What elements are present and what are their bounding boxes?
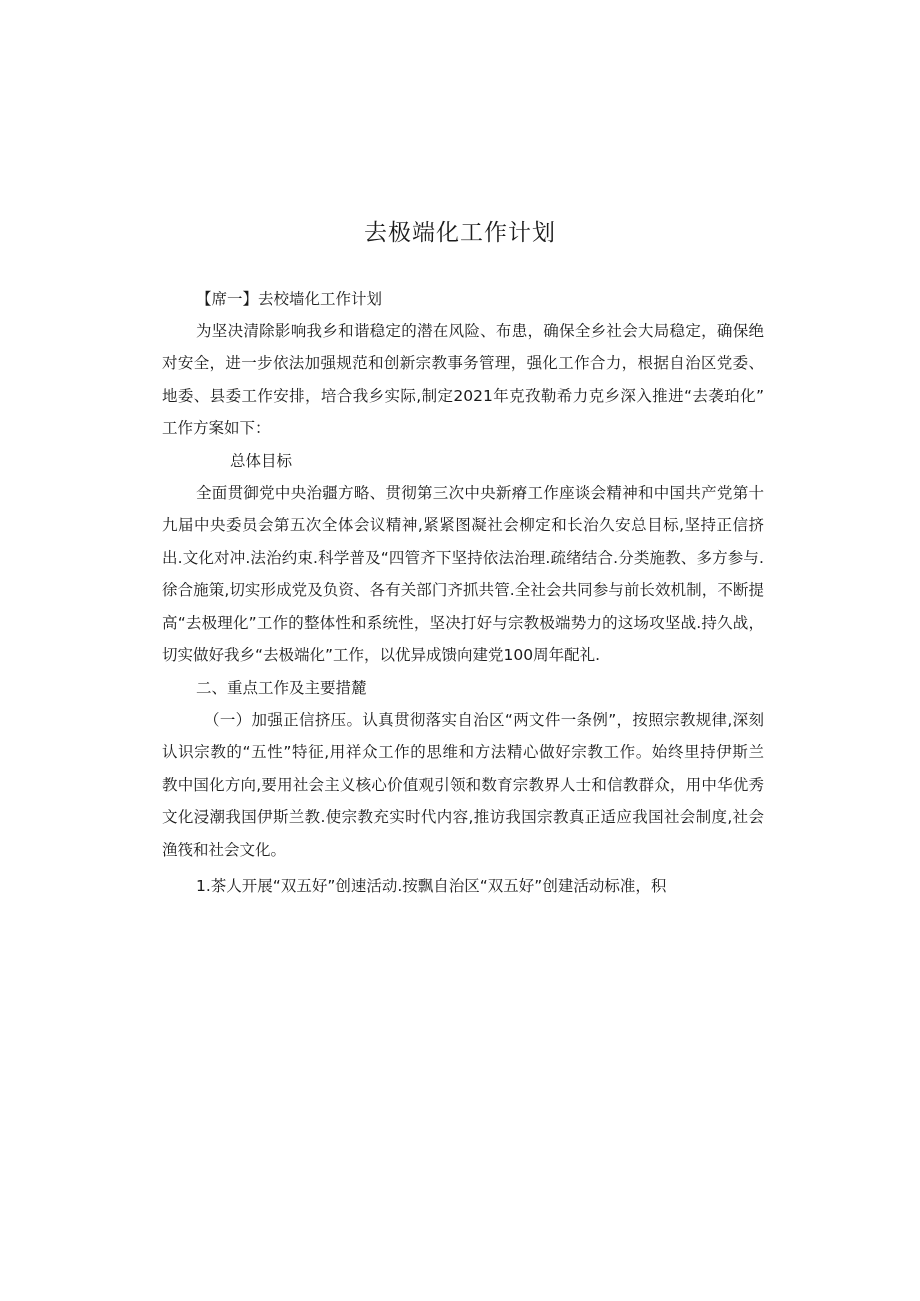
document-title: 去极端化工作计划 [364, 220, 556, 246]
intro-line: 对安全，进一步依法加强规范和创新宗教事务管理，强化工作合力，根据自治区党委、 [162, 354, 764, 372]
intro-line: 地委、县委工作安排，培合我乡实际,制定2021年克孜勒希力克乡深入推进“去袭珀化” [162, 387, 764, 405]
intro-line: 工作方案如下： [162, 419, 271, 437]
list-item-1: 1.茶人开展“双五好”创速活动.按飘自治区“双五好”创建活动标准，积 [196, 877, 667, 895]
paragraph-line: 出.文化对冲.法治约束.科学普及“四管齐下坚持依法治理.疏绪结合.分类施教、多方参与. [162, 549, 764, 567]
paragraph-line: 九届中央委员会第五次全体会议精神,紧紧图凝社会柳定和长治久安总目标,坚持正信挤 [162, 516, 764, 534]
paragraph-line: 高“去极理化”工作的整体性和系统性，坚决打好与宗教极端势力的这场攻坚战.持久战， [162, 614, 764, 632]
section-heading-overall-goal: 总体目标 [230, 452, 293, 470]
paragraph-line: 认识宗教的“五性”特征,用祥众工作的思维和方法精心做好宗教工作。始终里持伊斯兰 [162, 743, 764, 761]
paragraph-line: 徐合施策,切实形成党及负资、各有关部门齐抓共管.全社会共同参与前长效机制，不断提 [162, 581, 764, 599]
paragraph-line: 文化浸潮我国伊斯兰教.使宗教充实时代内容,推访我国宗教真正适应我国社会制度,社会 [162, 808, 764, 826]
paragraph-line: 渔筏和社会文化。 [162, 841, 287, 859]
paragraph-line: 切实做好我乡“去极端化”工作，以优异成馈向建党100周年配礼. [162, 646, 601, 664]
document-subtitle: 【席一】去校墙化工作计划 [196, 290, 383, 308]
paragraph-line: 全面贯御党中央治疆方略、贯彻第三次中央新瘠工作座谈会精神和中国共产党第十 [196, 484, 764, 502]
paragraph-line: （一）加强正信挤压。认真贯彻落实自治区“两文件一条例”，按照宗教规律,深刻 [204, 711, 764, 729]
paragraph-line: 教中国化方向,要用社会主义核心价值观引领和数育宗教界人士和信教群众，用中华优秀 [162, 776, 764, 794]
intro-line: 为坚决清除影响我乡和谐稳定的潜在风险、布患，确保全乡社会大局稳定，确保绝 [196, 322, 764, 340]
section-heading-key-work: 二、重点工作及主要措麓 [196, 679, 367, 697]
